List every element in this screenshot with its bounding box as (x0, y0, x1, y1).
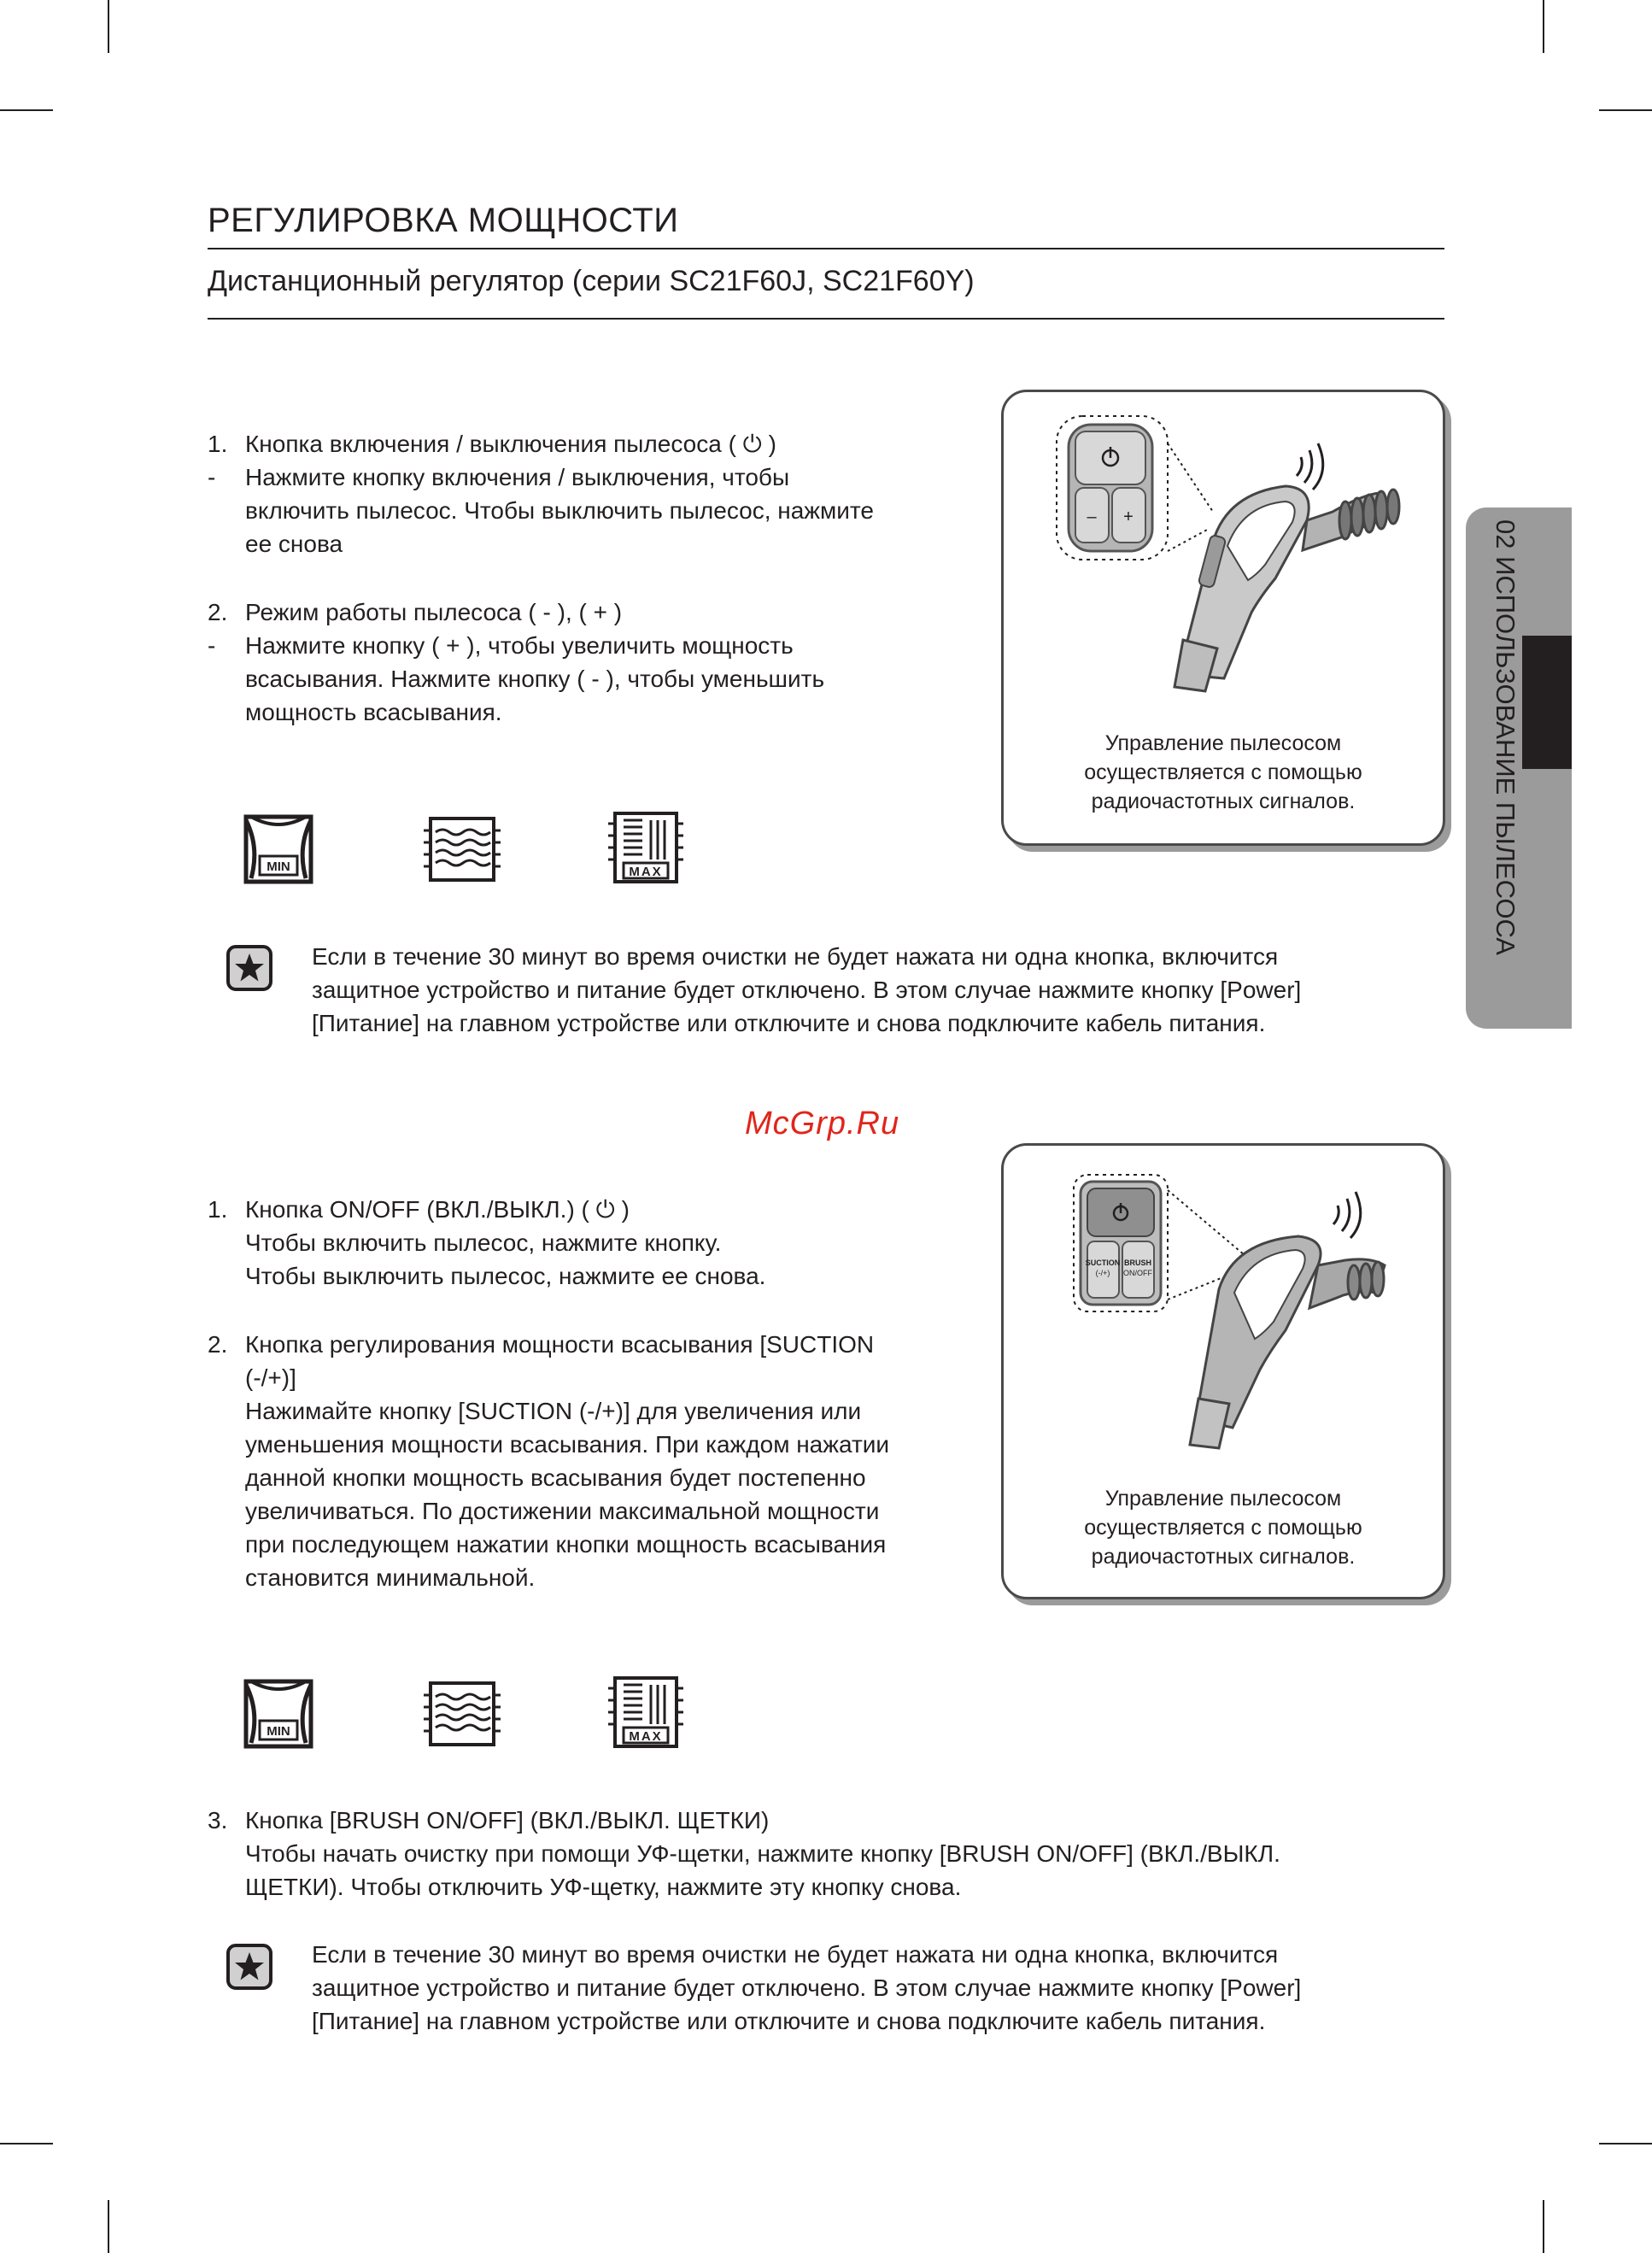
subtitle-rule (208, 318, 1444, 320)
section2-list (208, 1193, 889, 1594)
side-tab-marker (1522, 636, 1572, 769)
crop-mark (0, 109, 53, 111)
max-mode-icon (605, 1675, 687, 1751)
plus-label: + (1123, 508, 1134, 526)
crop-mark (1599, 109, 1652, 111)
crop-mark (1543, 2200, 1544, 2253)
list-item: 1. Кнопка включения / выключения пылесоса ( ⏻ ) (208, 431, 776, 457)
illustration-caption-2: Управление пылесосом осуществляется с помощью радиочастотных сигналов. (1084, 1487, 1362, 1569)
brush-sub-label: ON/OFF (1123, 1269, 1152, 1277)
min-label: MIN (267, 860, 290, 874)
min-label: MIN (267, 1724, 290, 1739)
section1-list (208, 427, 874, 729)
list-item: 2. Кнопка регулирования мощности всасывания [SUCTION (-/+)] Нажимайте кнопку [SUCTION (-/+)] для увеличения или уменьшения мощности всасывания. При каждом нажатии данной кнопки мощность всасывания будет постепенно увеличиваться. По достижении максимальной мощности при последующем нажатии кнопки мощность всасывания становится минимальной. (208, 1331, 890, 1591)
list-item: 2. Режим работы пылесоса ( - ), ( + ) (208, 599, 623, 625)
suction-label: SUCTION (1085, 1259, 1121, 1267)
remote-handle-illustration (1004, 392, 1443, 700)
list-item: 3. Кнопка [BRUSH ON/OFF] (ВКЛ./ВЫКЛ. ЩЕТКИ) Чтобы начать очистку при помощи УФ-щетки, нажмите кнопку [BRUSH ON/OFF] (ВКЛ./ВЫКЛ. ЩЕТКИ). Чтобы отключить УФ-щетку, нажмите эту кнопку снова. (208, 1807, 1280, 1900)
remote-handle-illustration (1004, 1146, 1443, 1453)
note-2: Если в течение 30 минут во время очистки не будет нажата ни одна кнопка, включится защитное устройство и питание будет отключено. В этом случае нажмите кнопку [Power] [Питание] на главном устройстве или отключите и снова подключите кабель питания. (312, 1941, 1302, 2034)
brush-label: BRUSH (1123, 1259, 1152, 1267)
page-title: РЕГУЛИРОВКА МОЩНОСТИ (208, 202, 679, 239)
crop-mark (108, 2200, 109, 2253)
side-tab-label: 02 ИСПОЛЬЗОВАНИЕ ПЫЛЕСОСА (1491, 519, 1520, 955)
note-1: Если в течение 30 минут во время очистки не будет нажата ни одна кнопка, включится защитное устройство и питание будет отключено. В этом случае нажмите кнопку [Power] [Питание] на главном устройстве или отключите и снова подключите кабель питания. (312, 943, 1302, 1036)
note-star-icon (226, 1943, 273, 1991)
max-label: MAX (629, 1729, 663, 1744)
max-label: MAX (629, 865, 663, 879)
mid-mode-icon (422, 1678, 502, 1750)
minus-label: – (1087, 508, 1097, 526)
crop-mark (0, 2143, 53, 2144)
note-star-icon (226, 944, 273, 992)
watermark: McGrp.Ru (745, 1106, 900, 1141)
list-item: - Нажмите кнопку включения / выключения, чтобы включить пылесос. Чтобы выключить пылесос, нажмите ее снова (208, 464, 874, 557)
min-mode-icon (243, 1678, 314, 1750)
section2-item3 (208, 1804, 1280, 1904)
remote-illustration-box-1 (1001, 390, 1445, 846)
remote-illustration-box-2 (1001, 1143, 1445, 1599)
illustration-caption-1: Управление пылесосом осуществляется с помощью радиочастотных сигналов. (1084, 731, 1362, 813)
mid-mode-icon (422, 813, 502, 885)
list-item: 1. Кнопка ON/OFF (ВКЛ./ВЫКЛ.) ( ⏻ ) Чтобы включить пылесос, нажмите кнопку. Чтобы выключить пылесос, нажмите ее снова. (208, 1196, 766, 1289)
page-subtitle: Дистанционный регулятор (серии SC21F60J, SC21F60Y) (208, 265, 975, 297)
max-mode-icon (605, 810, 687, 887)
crop-mark (1543, 0, 1544, 53)
crop-mark (1599, 2143, 1652, 2144)
list-item: - Нажмите кнопку ( + ), чтобы увеличить мощность всасывания. Нажмите кнопку ( - ), чтобы уменьшить мощность всасывания. (208, 632, 825, 725)
min-mode-icon (243, 813, 314, 885)
suction-sub-label: (-/+) (1095, 1269, 1110, 1277)
crop-mark (108, 0, 109, 53)
title-rule (208, 248, 1444, 249)
